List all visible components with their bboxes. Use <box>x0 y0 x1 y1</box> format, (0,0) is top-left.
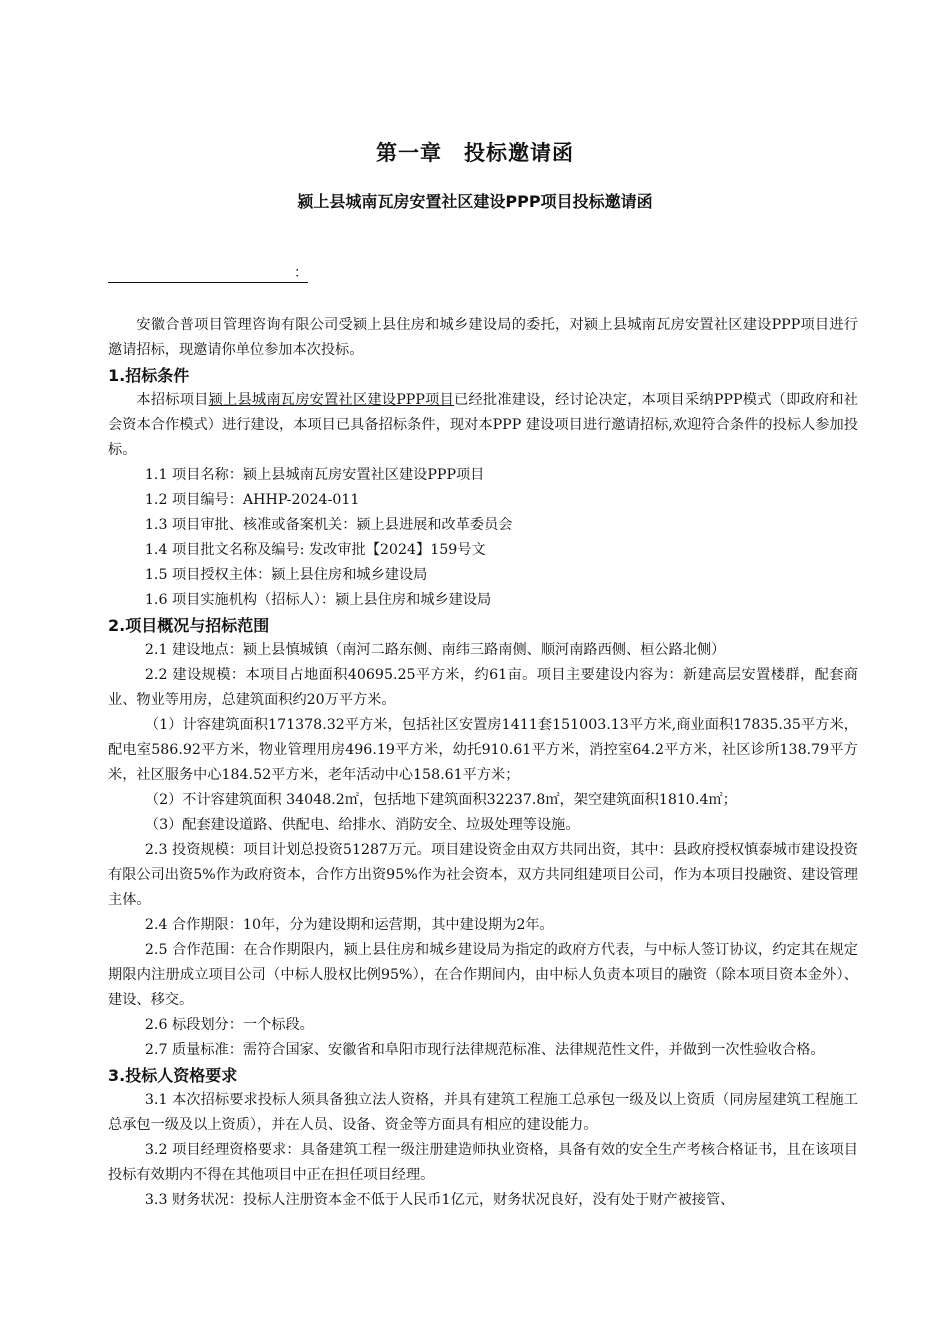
section-1-heading: 1.招标条件 <box>108 366 190 385</box>
section-1-suffix: 已经批准建设，经讨论决定，本项目采纳PPP模式（即政府和社会资本合作模式）进行建设，本项目已具备招标条件，现对本PPP 建设项目进行邀请招标,欢迎符合条件的投标人参加投标。 <box>108 392 858 458</box>
item-1-6: 1.6 项目实施机构（招标人）：颍上县住房和城乡建设局 <box>144 592 492 608</box>
item-2-1: 2.1 建设地点：颍上县慎城镇（南河二路东侧、南纬三路南侧、顺河南路西侧、桓公路北侧） <box>144 642 726 658</box>
invitation-title: 颍上县城南瓦房安置社区建设PPP项目投标邀请函 <box>297 192 653 211</box>
item-1-3: 1.3 项目审批、核准或备案机关：颍上县进展和改革委员会 <box>144 517 513 533</box>
addressee-blank-line <box>108 262 308 283</box>
item-1-4: 1.4 项目批文名称及编号: 发改审批【2024】159号文 <box>144 542 486 558</box>
item-1-1: 1.1 项目名称：颍上县城南瓦房安置社区建设PPP项目 <box>144 467 485 483</box>
addressee-colon: ： <box>294 265 308 281</box>
item-3-2: 3.2 项目经理资格要求：具备建筑工程一级注册建造师执业资格，具备有效的安全生产考核合格证书，且在该项目投标有效期内不得在其他项目中正在担任项目经理。 <box>108 1142 858 1183</box>
item-2-7: 2.7 质量标准：需符合国家、安徽省和阜阳市现行法律规范标准、法律规范性文件，并做到一次性验收合格。 <box>144 1042 825 1058</box>
item-2-3: 2.3 投资规模：项目计划总投资51287万元。项目建设资金由双方共同出资，其中：县政府授权慎泰城市建设投资有限公司出资5%作为政府资本，合作方出资95%作为社会资本，双方共同组建项目公司，作为本项目投融资、建设管理主体。 <box>108 842 858 908</box>
item-2-2: 2.2 建设规模：本项目占地面积40695.25平方米，约61亩。项目主要建设内容为：新建高层安置楼群，配套商业、物业等用房，总建筑面积约20万平方米。 <box>108 667 858 708</box>
item-1-5: 1.5 项目授权主体：颍上县住房和城乡建设局 <box>144 567 428 583</box>
section-1-prefix: 本招标项目 <box>136 392 209 408</box>
item-3-3: 3.3 财务状况：投标人注册资本金不低于人民币1亿元，财务状况良好，没有处于财产被接管、 <box>144 1192 735 1208</box>
item-2-5: 2.5 合作范围：在合作期限内，颍上县住房和城乡建设局为指定的政府方代表，与中标人签订协议，约定其在规定期限内注册成立项目公司（中标人股权比例95%），在合作期间内，由中标人负责本项目的融资（除本项目资本金外）、建设、移交。 <box>108 942 858 1008</box>
project-name-underlined: 颍上县城南瓦房安置社区建设PPP项目 <box>208 392 455 408</box>
document-body <box>108 313 858 1213</box>
item-2-6: 2.6 标段划分：一个标段。 <box>144 1017 314 1033</box>
chapter-title: 第一章 投标邀请函 <box>376 141 574 165</box>
intro-paragraph: 安徽合普项目管理咨询有限公司受颍上县住房和城乡建设局的委托，对颍上县城南瓦房安置社区建设PPP项目进行邀请招标，现邀请你单位参加本次投标。 <box>108 317 858 358</box>
item-3-1: 3.1 本次招标要求投标人须具备独立法人资格，并具有建筑工程施工总承包一级及以上资质（同房屋建筑工程施工总承包一级及以上资质），并在人员、设备、资金等方面具有相应的建设能力。 <box>108 1092 858 1133</box>
item-2-4: 2.4 合作期限：10年，分为建设期和运营期，其中建设期为2年。 <box>144 917 554 933</box>
section-3-heading: 3.投标人资格要求 <box>108 1066 238 1085</box>
item-1-2: 1.2 项目编号：AHHP-2024-011 <box>144 492 360 508</box>
item-2-2-1: （1）计容建筑面积171378.32平方米，包括社区安置房1411套151003.13平方米,商业面积17835.35平方米，配电室586.92平方米，物业管理用房496.19平方米，幼托910.61平方米，消控室64.2平方米，社区诊所138.79平方米，社区服务中心184.52平方米，老年活动中心158.61平方米； <box>108 717 858 783</box>
section-2-heading: 2.项目概况与招标范围 <box>108 616 270 635</box>
item-2-2-2: （2）不计容建筑面积 34048.2㎡，包括地下建筑面积32237.8㎡，架空建筑面积1810.4㎡； <box>144 792 737 808</box>
section-1-paragraph <box>108 388 858 463</box>
item-2-2-3: （3）配套建设道路、供配电、给排水、消防安全、垃圾处理等设施。 <box>144 817 580 833</box>
